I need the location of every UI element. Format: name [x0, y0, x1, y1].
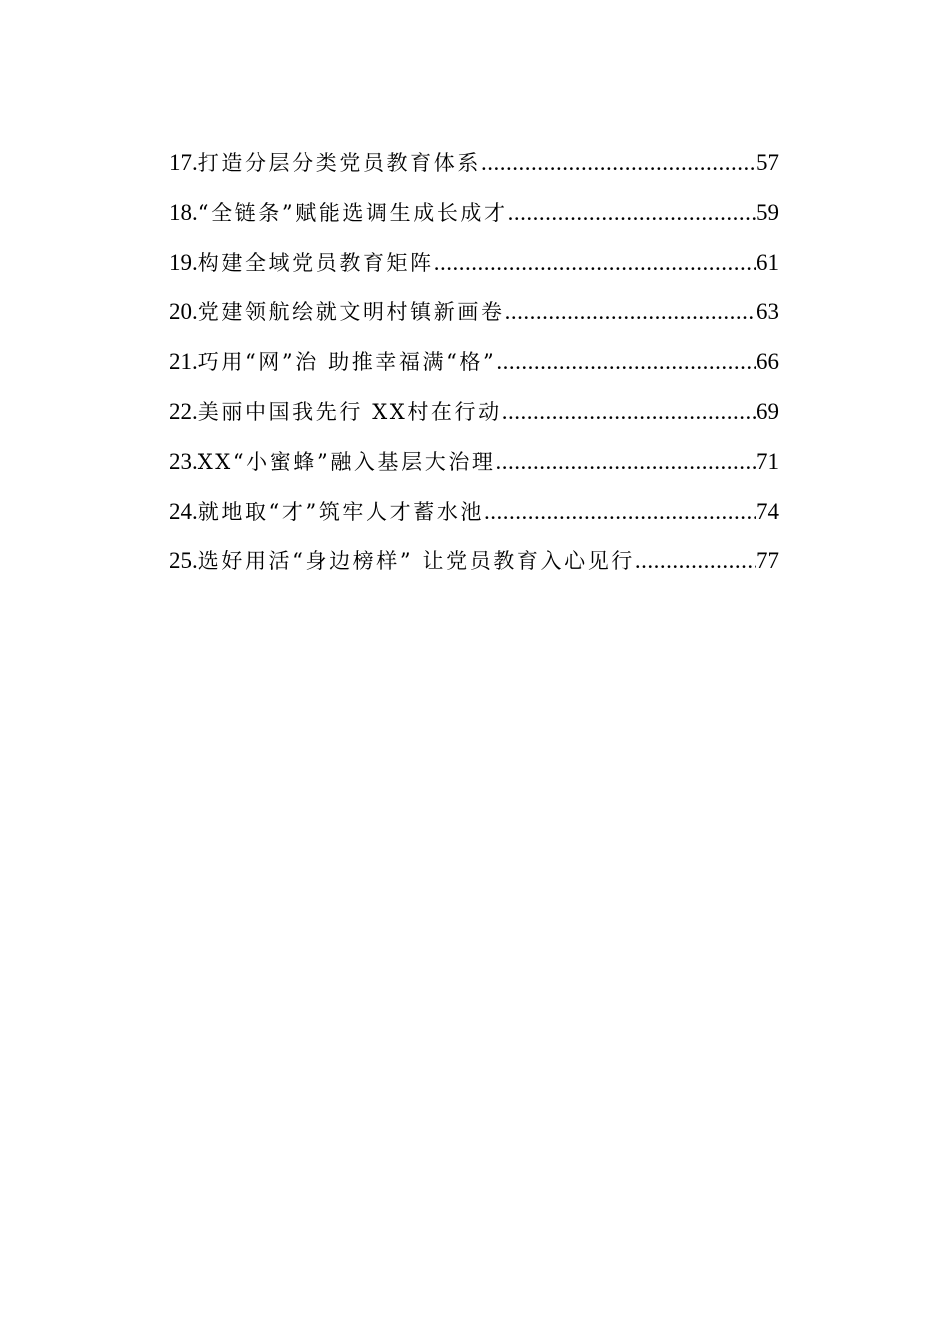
toc-entry-number: 18.	[169, 199, 198, 225]
toc-entry-number: 17.	[169, 150, 198, 175]
dot-leader	[481, 138, 756, 188]
toc-entry-title: 构建全域党员教育矩阵	[197, 250, 434, 275]
toc-entry-title: 选好用活“身边榜样” 让党员教育入心见行	[197, 549, 635, 574]
toc-entry-number: 21.	[169, 349, 198, 375]
toc-entry-page: 77	[756, 548, 779, 574]
toc-entry-page: 63	[756, 299, 779, 325]
toc-entry[interactable]	[169, 287, 779, 337]
toc-entry-page: 59	[756, 199, 779, 225]
toc-entry[interactable]	[169, 138, 779, 188]
table-of-contents	[169, 138, 779, 586]
toc-entry-page: 66	[756, 349, 779, 375]
toc-entry-title: 党建领航绘就文明村镇新画卷	[197, 300, 505, 325]
toc-entry[interactable]	[169, 437, 779, 487]
dot-leader	[484, 487, 756, 537]
toc-entry-page: 71	[756, 448, 779, 474]
toc-entry-page: 61	[756, 249, 779, 275]
toc-entry-number: 22.	[169, 398, 198, 424]
toc-entry[interactable]	[169, 387, 779, 437]
dot-leader	[434, 238, 756, 288]
toc-entry-number: 19.	[169, 249, 198, 275]
dot-leader	[635, 536, 756, 586]
toc-entry-number: 20.	[169, 299, 198, 325]
toc-entry-title: “全链条”赋能选调生成长成才	[197, 200, 508, 225]
toc-entry-title: 美丽中国我先行 XX村在行动	[197, 399, 502, 424]
toc-entry-number: 25.	[169, 548, 198, 574]
dot-leader	[505, 287, 756, 337]
toc-entry-number: 23.	[169, 448, 198, 474]
toc-entry[interactable]	[169, 487, 779, 537]
toc-entry-number: 24.	[169, 498, 198, 524]
toc-entry-page: 57	[756, 150, 779, 175]
toc-entry-title: 就地取“才”筑牢人才蓄水池	[197, 499, 485, 524]
dot-leader	[496, 437, 756, 487]
dot-leader	[508, 188, 756, 238]
toc-entry-title: XX“小蜜蜂”融入基层大治理	[197, 449, 496, 474]
toc-entry-title: 巧用“网”治 助推幸福满“格”	[197, 350, 497, 375]
toc-entry[interactable]	[169, 188, 779, 238]
toc-entry-page: 69	[756, 398, 779, 424]
toc-entry[interactable]	[169, 238, 779, 288]
dot-leader	[496, 337, 756, 387]
toc-entry-page: 74	[756, 498, 779, 524]
toc-entry[interactable]	[169, 536, 779, 586]
dot-leader	[502, 387, 756, 437]
toc-entry-title: 打造分层分类党员教育体系	[197, 151, 481, 175]
toc-entry[interactable]	[169, 337, 779, 387]
